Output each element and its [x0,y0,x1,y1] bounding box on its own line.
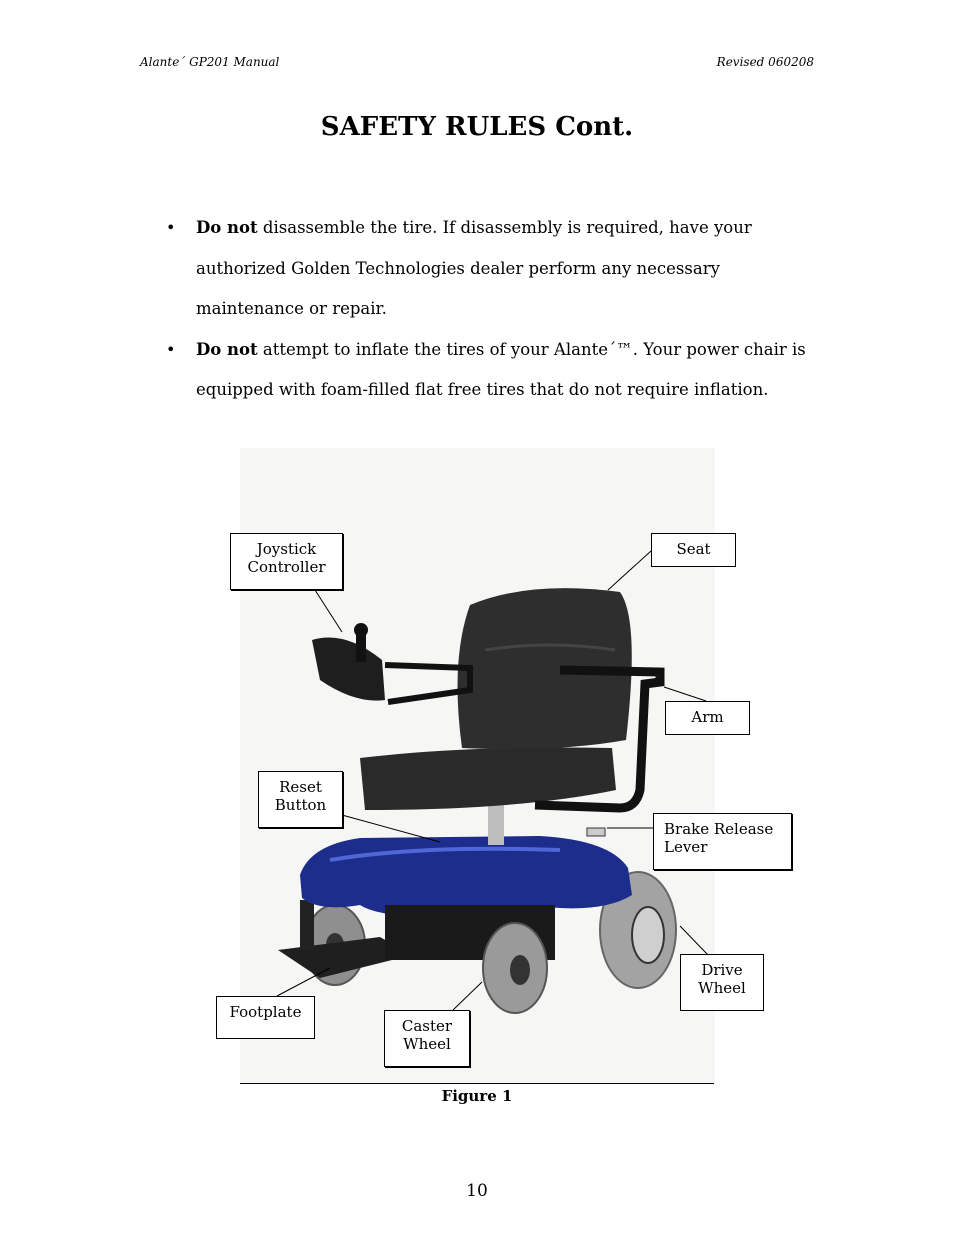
callout-joystick-controller: Joystick Controller [230,533,343,590]
page-number: 10 [466,1181,488,1201]
callout-seat: Seat [651,533,736,567]
header-revision: Revised 060208 [716,55,814,69]
leader-arm [664,687,706,701]
page-title: SAFETY RULES Cont. [320,112,634,142]
callout-reset-button: Reset Button [258,771,343,828]
header-manual-title: Alante´ GP201 Manual [140,55,280,69]
bullet-emphasis: Do not [196,218,258,237]
callout-caster-wheel: Caster Wheel [384,1010,470,1067]
leader-seat [608,551,651,590]
bullet-emphasis: Do not [196,339,258,359]
callout-brake-release-lever: Brake Release Lever [653,813,792,870]
leader-joystick [315,590,342,632]
leader-drive-wheel [680,926,708,955]
callout-drive-wheel: Drive Wheel [680,954,764,1011]
callout-footplate: Footplate [216,996,315,1039]
callout-arm: Arm [665,701,750,735]
leader-caster [453,982,482,1010]
figure-caption: Figure 1 [441,1087,513,1105]
figure-divider [240,1083,714,1084]
bullet-text: attempt to inflate the tires of your Alante´™. Your power chair is equipped with foam-filled flat free tires that do not require inflation. [196,339,806,399]
bullet-text: disassemble the tire. If disassembly is required, have your authorized Golden Technologies dealer perform any necessary maintenance or repair. [196,218,752,318]
